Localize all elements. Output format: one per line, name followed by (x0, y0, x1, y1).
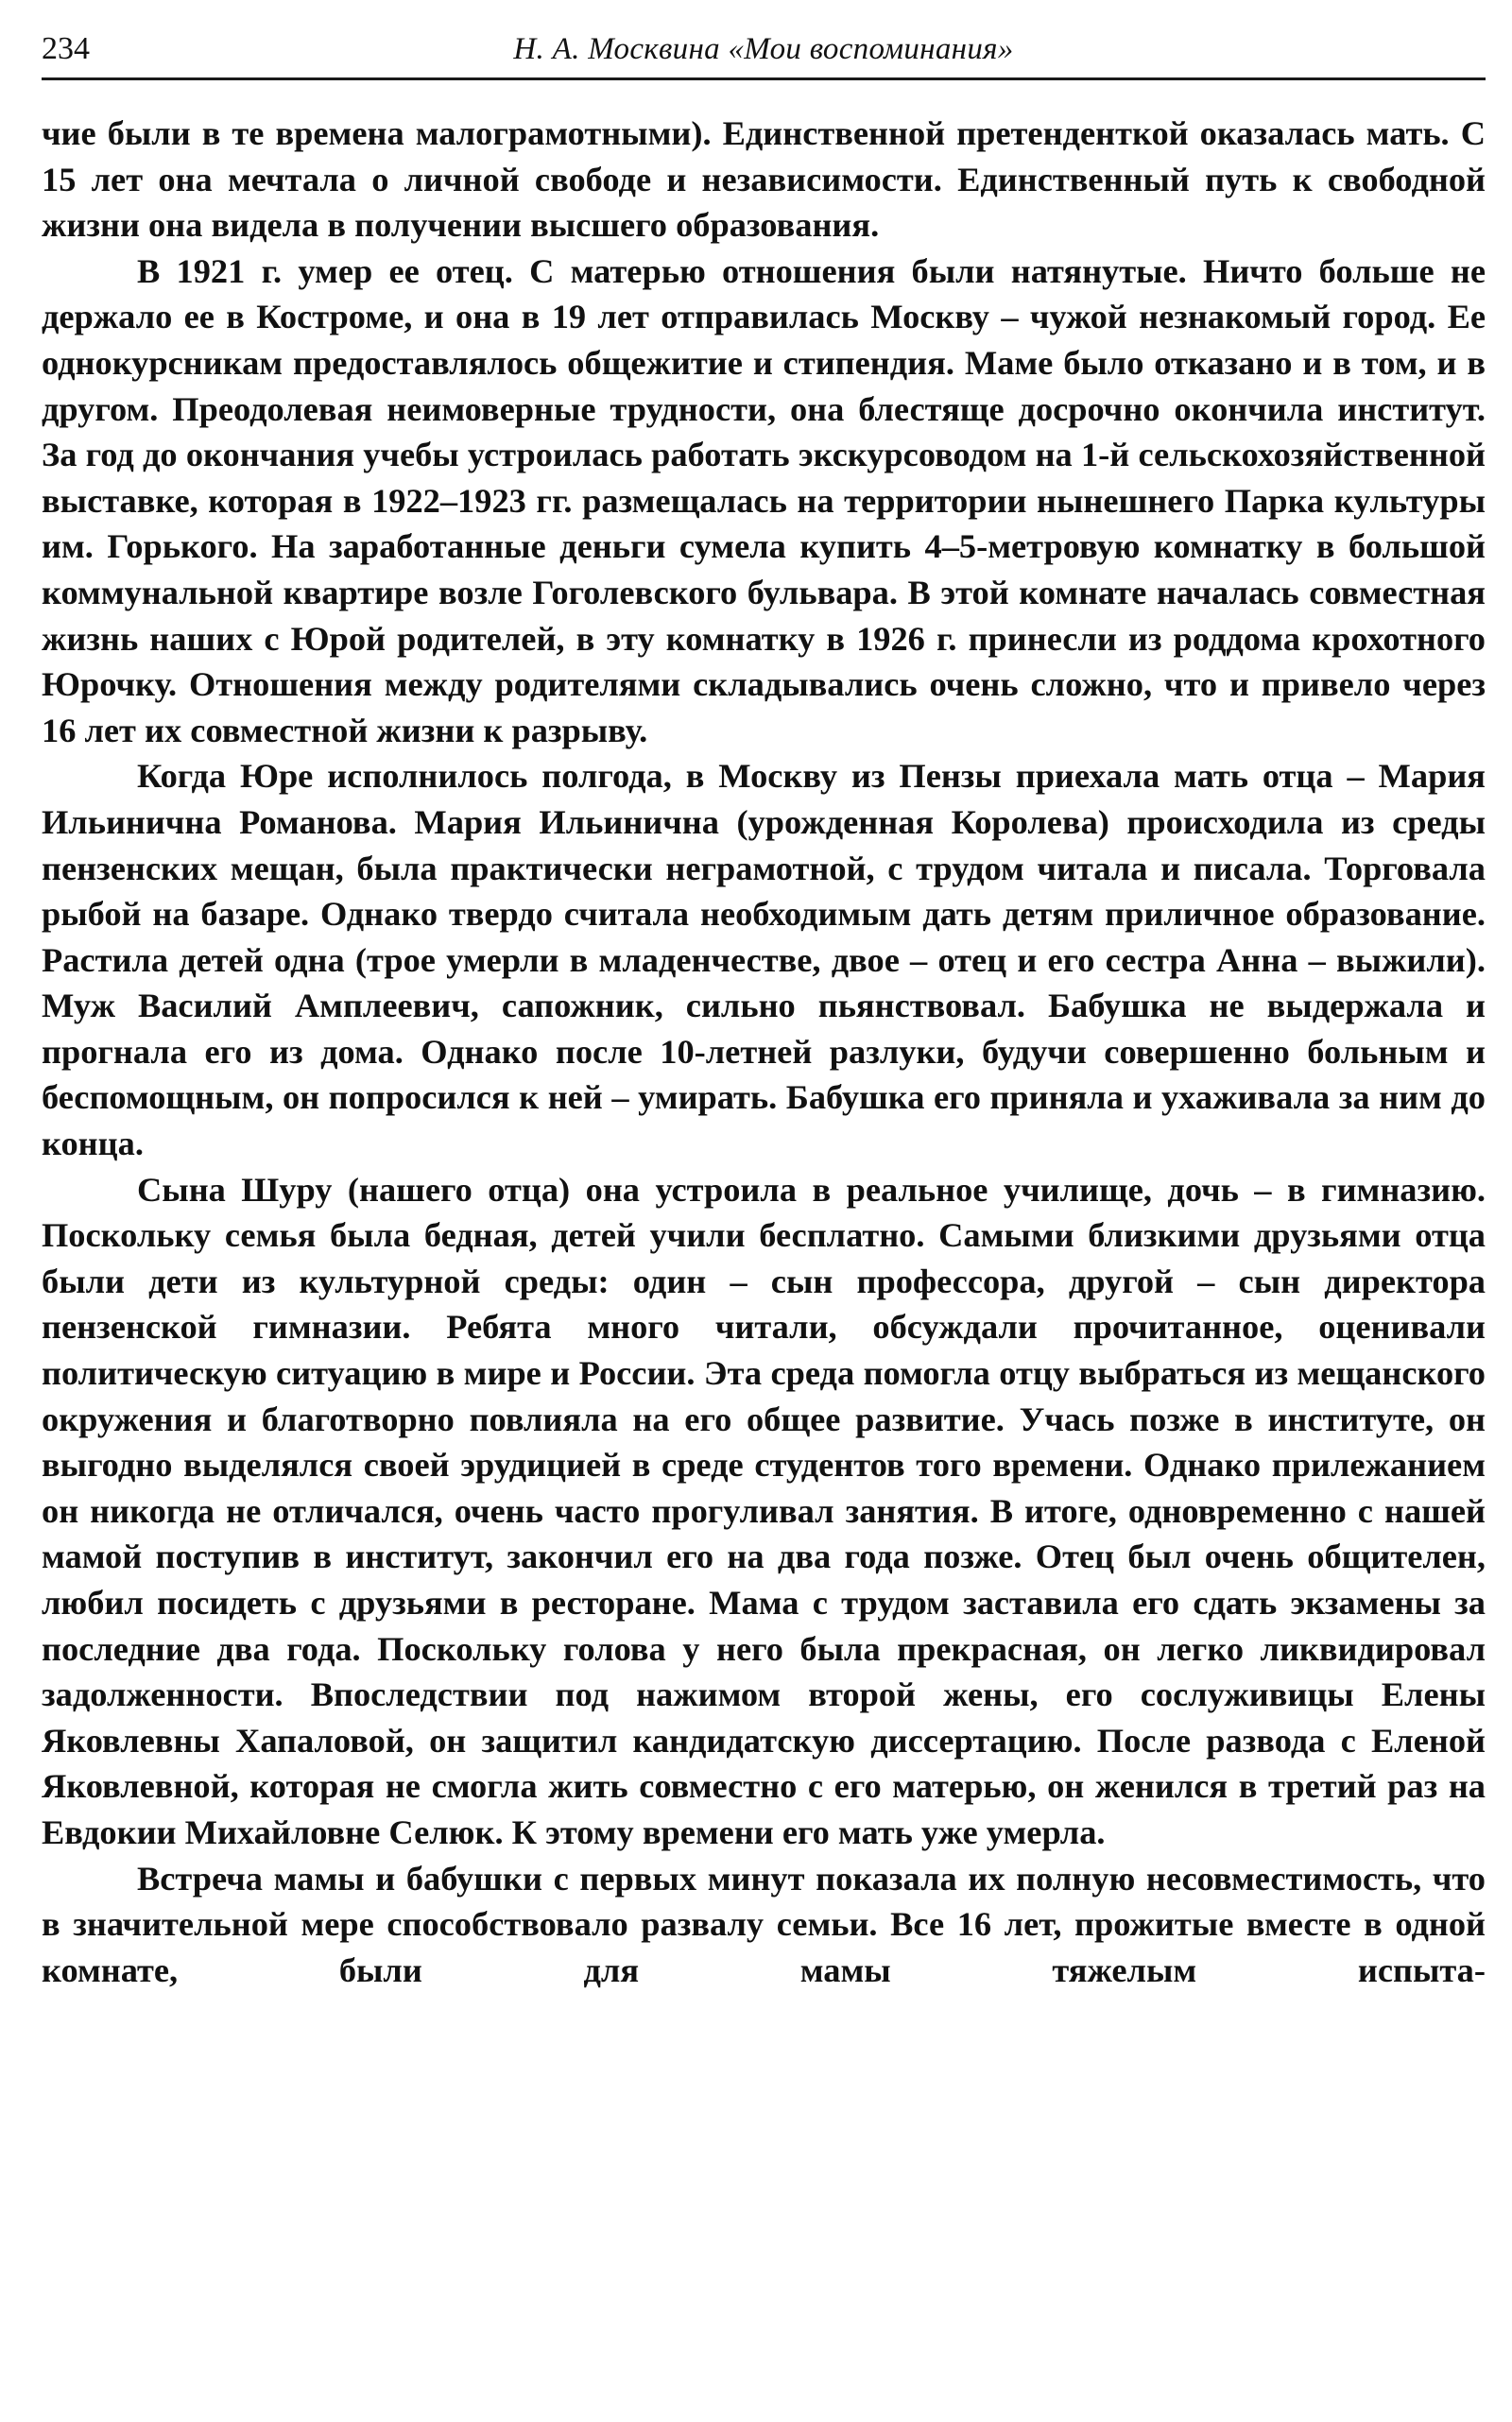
running-header (42, 23, 1486, 80)
paragraph: Сына Шуру (нашего отца) она устроила в реальное училище, дочь – в гимназию. Поскольку семья была бедная, детей учили бесплатно. Самыми близкими друзьями отца были дети из культурной среды: один – сын профессора, другой – сын директора пензенской гимназии. Ребята много читали, обсуждали прочитанное, оценивали политическую ситуацию в мире и России. Эта среда помогла отцу выбраться из мещанского окружения и благотворно повлияла на его общее развитие. Учась позже в институте, он выгодно выделялся своей эрудицией в среде студентов того времени. Однако прилежанием он никогда не отличался, очень часто прогуливал занятия. В итоге, одновременно с нашей мамой поступив в институт, закончил его на два года позже. Отец был очень общителен, любил посидеть с друзьями в ресторане. Мама с трудом заставила его сдать экзамены за последние два года. Поскольку голова у него была прекрасная, он легко ликвидировал задолженности. Впоследствии под нажимом второй жены, его сослуживицы Елены Яковлевны Хапаловой, он защитил кандидатскую диссертацию. После развода с Еленой Яковлевной, которая не смогла жить совместно с его матерью, он женился в третий раз на Евдокии Михайловне Селюк. К этому времени его мать уже умерла. (42, 1170, 1486, 1851)
paragraph-continues: Встреча мамы и бабушки с первых минут показала их полную несовместимость, что в значительной мере способствовало развалу семьи. Все 16 лет, прожитые вместе в одной комнате, были для мамы тяжелым испыта- (42, 1859, 1486, 1989)
paragraph: Когда Юре исполнилось полгода, в Москву из Пензы приехала мать отца – Мария Ильинична Романова. Мария Ильинична (урожденная Королева) происходила из среды пензенских мещан, была практически неграмотной, с трудом читала и писала. Торговала рыбой на базаре. Однако твердо считала необходимым дать детям приличное образование. Растила детей одна (трое умерли в младенчестве, двое – отец и его сестра Анна – выжили). Муж Василий Амплеевич, сапожник, сильно пьянствовал. Бабушка не выдержала и прогнала его из дома. Однако после 10-летней разлуки, будучи совершенно больным и беспомощным, он попросился к ней – умирать. Бабушка его приняла и ухаживала за ним до конца. (42, 757, 1486, 1163)
running-title: Н. А. Москвина «Мои воспоминания» (513, 32, 1014, 66)
body-text (42, 111, 1486, 1993)
page-number: 234 (42, 31, 90, 66)
book-page (42, 23, 1486, 1993)
paragraph-continued: чие были в те времена малограмотными). Единственной претенденткой оказалась мать. С 15 лет она мечтала о личной свободе и независимости. Единственный путь к свободной жизни она видела в получении высшего образования. (42, 114, 1486, 245)
paragraph: В 1921 г. умер ее отец. С матерью отношения были натянутые. Ничто больше не держало ее в Костроме, и она в 19 лет отправилась Москву – чужой незнакомый город. Ее однокурсникам предоставлялось общежитие и стипендия. Маме было отказано и в том, и в другом. Преодолевая неимоверные трудности, она блестяще досрочно окончила институт. За год до окончания учебы устроилась работать экскурсоводом на 1-й сельскохозяйственной выставке, которая в 1922–1923 гг. размещалась на территории нынешнего Парка культуры им. Горького. На заработанные деньги сумела купить 4–5-метровую комнатку в большой коммунальной квартире возле Гоголевского бульвара. В этой комнате началась совместная жизнь наших с Юрой родителей, в эту комнатку в 1926 г. принесли из роддома крохотного Юрочку. Отношения между родителями складывались очень сложно, что и привело через 16 лет их совместной жизни к разрыву. (42, 251, 1486, 749)
